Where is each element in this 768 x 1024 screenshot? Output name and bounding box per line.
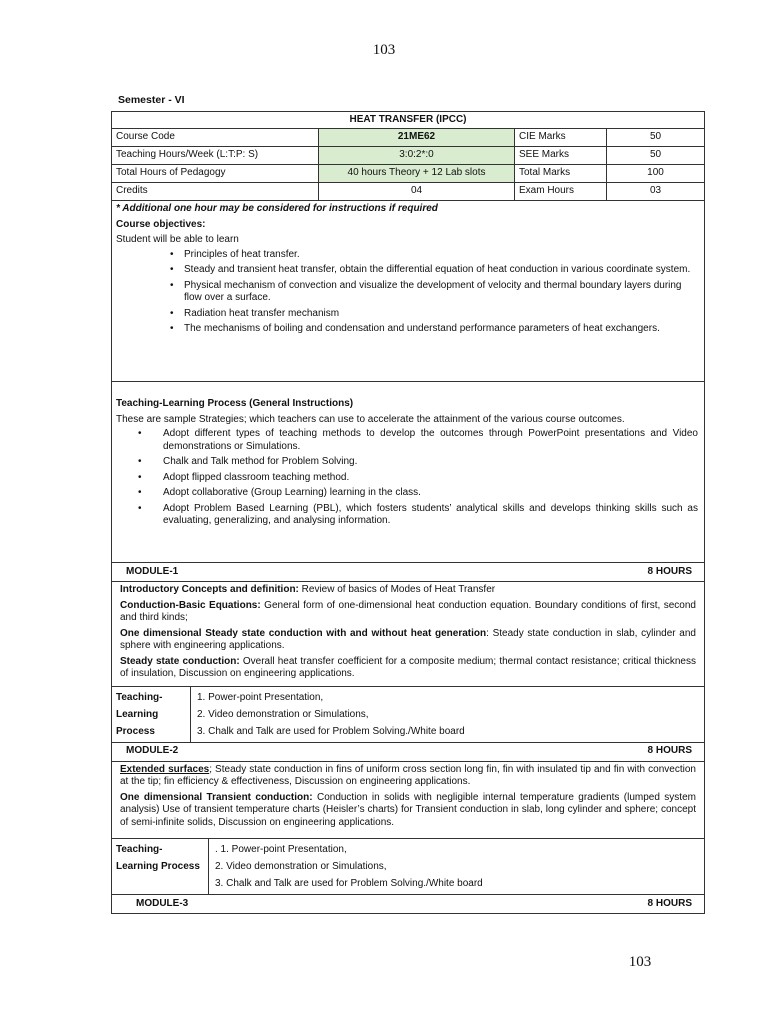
strategy-item: • Adopt Problem Based Learning (PBL), which fosters students’ analytical skills and develops thinking skills such as evaluating, generalizing, and analysing information. — [116, 503, 698, 528]
teaching-learning-intro: These are sample Strategies; which teachers can use to accelerate the attainment of the various course outcomes. — [116, 413, 625, 425]
course-info-table — [112, 129, 704, 201]
objective-item: • Physical mechanism of convection and visualize the development of velocity and thermal boundary layers during flow over a surface. — [116, 280, 698, 305]
objectives-heading: Course objectives: — [116, 218, 206, 230]
info-label-2: Exam Hours — [515, 183, 607, 200]
info-value: 3:0:2*:0 — [319, 147, 515, 164]
topic-heading: Steady state conduction: — [120, 655, 240, 667]
course-title: HEAT TRANSFER (IPCC) — [112, 112, 704, 129]
module-line — [120, 792, 696, 830]
module-2-header — [112, 743, 704, 762]
info-value-2: 50 — [649, 131, 662, 143]
info-value-2: 03 — [649, 185, 662, 197]
teaching-learning-label: Teaching- Learning Process — [112, 687, 191, 742]
teaching-learning-list — [116, 428, 698, 528]
module-1-teaching-learning — [112, 687, 704, 743]
info-row — [112, 129, 704, 147]
info-value-2: 50 — [649, 149, 662, 161]
info-value: 04 — [319, 183, 515, 200]
strategy-item: • Chalk and Talk method for Problem Solving. — [116, 456, 698, 469]
info-label: Total Hours of Pedagogy — [112, 165, 319, 182]
tl-item: 2. Video demonstration or Simulations, — [215, 861, 387, 872]
syllabus-document — [111, 111, 705, 914]
objectives-section — [112, 201, 704, 382]
module-2-teaching-learning — [112, 839, 704, 895]
objective-item: • The mechanisms of boiling and condensation and understand performance parameters of heat exchangers. — [116, 323, 698, 336]
topic-heading: One dimensional Transient conduction: — [120, 791, 313, 803]
module-title: MODULE-3 — [136, 897, 189, 909]
teaching-learning-label: Teaching- Learning Process — [112, 839, 209, 894]
tl-item: 3. Chalk and Talk are used for Problem Solving./White board — [197, 725, 465, 737]
module-hours: 8 HOURS — [647, 565, 692, 577]
strategy-item: • Adopt collaborative (Group Learning) learning in the class. — [116, 487, 698, 500]
objective-item: • Principles of heat transfer. — [116, 249, 698, 262]
info-row — [112, 183, 704, 201]
teaching-learning-items — [209, 839, 489, 894]
page-number-bottom: 103 — [628, 954, 652, 970]
module-title: MODULE-1 — [126, 565, 179, 577]
page-number-top: 103 — [372, 42, 396, 58]
module-line — [120, 584, 696, 597]
topic-text: ; Steady state conduction in fins of uniform cross section long fin, fin with insulated tip and fin with convection at the tip; fin efficiency & effectiveness, Discussion on engineering applications. — [120, 763, 696, 787]
tl-item: 3. Chalk and Talk are used for Problem Solving./White board — [215, 878, 483, 889]
module-line — [120, 628, 696, 653]
tl-item: . 1. Power-point Presentation, — [215, 844, 347, 855]
topic-heading: One dimensional Steady state conduction with and without heat generation — [120, 627, 487, 639]
info-label: Course Code — [112, 129, 319, 146]
module-3-header — [112, 895, 704, 913]
objective-item: • Radiation heat transfer mechanism — [116, 308, 698, 321]
info-label-2: Total Marks — [515, 165, 607, 182]
module-1-content — [112, 582, 704, 687]
module-2-content — [112, 762, 704, 840]
topic-text: : Steady state conduction in slab, cylinder and sphere with engineering applications. — [120, 627, 696, 651]
topic-text: Review of basics of Modes of Heat Transfer — [298, 584, 496, 595]
info-value: 21ME62 — [319, 129, 515, 146]
teaching-learning-section — [112, 382, 704, 563]
semester-label: Semester - VI — [118, 94, 185, 106]
teaching-learning-items — [191, 687, 471, 742]
topic-text: Conduction in solids with negligible internal temperature gradients (lumped system analysis) Use of transient temperature charts (Heisler’s charts) for Transient conduction in slab, long cylinder and sphere; concept of semi-infinite solids, Discussion on engineering applications. — [120, 791, 696, 828]
info-label-2: CIE Marks — [515, 129, 607, 146]
module-title: MODULE-2 — [126, 745, 179, 757]
module-1-header — [112, 563, 704, 582]
objectives-intro: Student will be able to learn — [116, 234, 239, 245]
topic-heading: Extended surfaces — [120, 763, 210, 775]
info-row — [112, 165, 704, 183]
info-label: Credits — [112, 183, 319, 200]
module-line — [120, 600, 696, 625]
topic-text: Overall heat transfer coefficient for a composite medium; thermal contact resistance; critical thickness of insulation, Discussion on engineering applications. — [120, 655, 696, 679]
info-label-2: SEE Marks — [515, 147, 607, 164]
tl-item: 2. Video demonstration or Simulations, — [197, 708, 369, 720]
strategy-item: • Adopt different types of teaching methods to develop the outcomes through PowerPoint presentations and Video demonstrations or Simulations. — [116, 428, 698, 453]
module-line — [120, 656, 696, 681]
additional-hour-note: * Additional one hour may be considered for instructions if required — [116, 203, 438, 214]
teaching-learning-heading: Teaching-Learning Process (General Instructions) — [116, 398, 354, 409]
info-value: 40 hours Theory + 12 Lab slots — [319, 165, 515, 182]
topic-heading: Conduction-Basic Equations: — [120, 599, 261, 611]
info-label: Teaching Hours/Week (L:T:P: S) — [112, 147, 319, 164]
module-line — [120, 764, 696, 789]
info-row — [112, 147, 704, 165]
module-hours: 8 HOURS — [647, 745, 692, 757]
module-hours: 8 HOURS — [647, 897, 692, 909]
strategy-item: • Adopt flipped classroom teaching method. — [116, 472, 698, 485]
objectives-list — [116, 249, 698, 336]
topic-text: General form of one-dimensional heat conduction equation. Boundary conditions of first, second and third kinds; — [120, 599, 696, 623]
tl-item: 1. Power-point Presentation, — [197, 691, 324, 703]
info-value-2: 100 — [647, 167, 664, 179]
topic-heading: Introductory Concepts and definition: — [120, 584, 299, 595]
objective-item: • Steady and transient heat transfer, obtain the differential equation of heat conduction in various coordinate system. — [116, 264, 698, 277]
